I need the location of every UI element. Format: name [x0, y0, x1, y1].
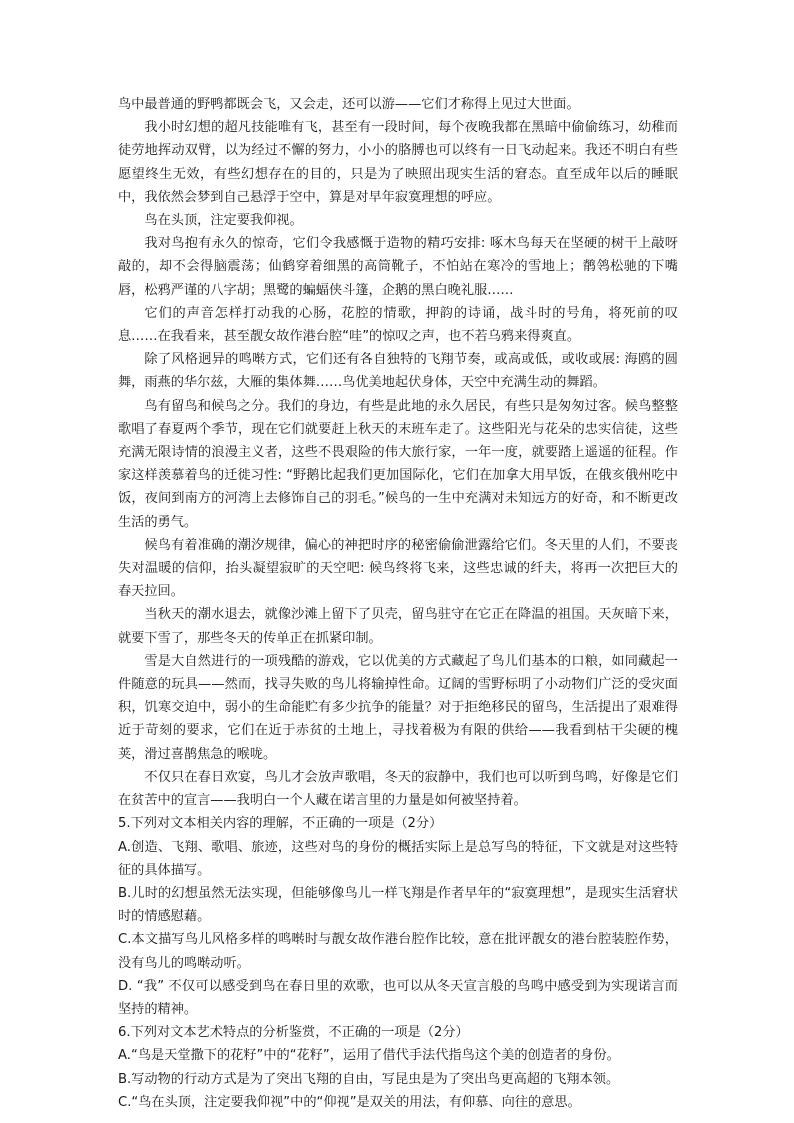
option-c: C.本文描写鸟儿风格多样的鸣啭时与靓女故作港台腔作比较，意在批评靓女的港台腔装腔作势，没有鸟儿的鸣啭动听。 [118, 932, 678, 971]
article-paragraph: 我小时幻想的超凡技能唯有飞，甚至有一段时间，每个夜晚我都在黑暗中偷偷练习，幼稚而徒劳地挥动双臂，以为经过不懈的努力，小小的胳膊也可以终有一日飞动起来。我还不明白有些愿望终生无效，有些幻想存在的目的，只是为了映照出现实生活的窘态。直至成年以后的睡眠中，我依然会梦到自己悬浮于空中，算是对早年寂寞理想的呼应。 [118, 120, 678, 205]
article-paragraph: 候鸟有着准确的潮汐规律，偏心的神把时序的秘密偷偷泄露给它们。冬天里的人们，不要丧失对温暖的信仰，抬头凝望寂旷的天空吧: 候鸟终将飞来，这些忠诚的纤夫，将再一次把巨大的春天拉回。 [118, 537, 678, 600]
article-paragraph: 鸟在头顶，注定要我仰视。 [144, 213, 303, 229]
question-stem: 5.下列对文本相关内容的理解，不正确的一项是（2分） [118, 816, 443, 832]
article-paragraph: 它们的声音怎样打动我的心肠，花腔的情歌，押韵的诗诵，战斗时的号角，将死前的叹息……在我看来，甚至靓女故作港台腔“哇”的惊叹之声，也不若乌鸦来得爽直。 [118, 305, 678, 345]
article-paragraph: 除了风格迥异的鸣啭方式，它们还有各自独特的飞翔节奏，或高或低，或收或展: 海鸥的圆舞，雨燕的华尔兹，大雁的集体舞……鸟优美地起伏身体，天空中充满生动的舞蹈。 [118, 352, 678, 391]
article-paragraph: 我对鸟抱有永久的惊奇，它们令我感慨于造物的精巧安排: 啄木鸟每天在坚硬的树干上敲呀敲的，却不会得脑震荡；仙鹤穿着细黑的高筒靴子，不怕站在寒冷的雪地上；鹡鸰松驰的下嘴唇，松鸦严谨的八字胡；黑鹭的蝙蝠侠斗篷，企鹅的黑白晚礼服…… [118, 236, 678, 298]
question-5 [118, 812, 678, 1021]
article-paragraph: 不仅只在春日欢宴，鸟儿才会放声歌唱，冬天的寂静中，我们也可以听到鸟鸣，好像是它们在贫苦中的宣言——我明白一个人藏在诺言里的力量是如何被坚持着。 [118, 769, 678, 809]
question-stem: 6.下列对文本艺术特点的分析鉴赏，不正确的一项是（2分） [118, 1025, 469, 1041]
article-paragraph: 雪是大自然进行的一项残酷的游戏，它以优美的方式藏起了鸟儿们基本的口粮，如同藏起一件随意的玩具——然而，找寻失败的鸟儿将输掉性命。辽阔的雪野标明了小动物们广泛的受灾面积，饥寒交迫中，弱小的生命能贮有多少抗争的能量？对于拒绝移民的留鸟，生活提出了艰难得近于苛刻的要求，它们在近于赤贫的土地上，寻找着极为有限的供给——我看到枯干尖硬的槐荚，滑过喜鹊焦急的喉咙。 [118, 653, 678, 762]
option-a: A.“鸟是天堂撒下的花籽”中的“花籽”，运用了借代手法代指鸟这个美的创造者的身份。 [118, 1048, 620, 1064]
article-paragraph: 当秋天的潮水退去，就像沙滩上留下了贝壳，留鸟驻守在它正在降温的祖国。天灰暗下来，就要下雪了，那些冬天的传单正在抓紧印制。 [118, 607, 678, 646]
article [118, 93, 678, 812]
article-paragraph: 鸟中最普通的野鸭都既会飞，又会走，还可以游——它们才称得上见过大世面。 [118, 97, 580, 112]
option-d: D. “我” 不仅可以感受到鸟在春日里的欢歌，也可以从冬天宣言般的鸟鸣中感受到为实现诺言而坚持的精神。 [118, 978, 678, 1017]
option-a: A.创造、飞翔、歌唱、旅迹，这些对鸟的身份的概括实际上是总写鸟的特征，下文就是对这些特征的具体描写。 [118, 839, 678, 878]
option-b: B.写动物的行动方式是为了突出飞翔的自由，写昆虫是为了突出鸟更高超的飞翔本领。 [118, 1071, 620, 1087]
article-paragraph: 鸟有留鸟和候鸟之分。我们的身边，有些是此地的永久居民，有些只是匆匆过客。候鸟整整歌唱了春夏两个季节，现在它们就要赶上秋天的末班车走了。这些阳光与花朵的忠实信徒，这些充满无限诗情的浪漫主义者，这些不畏艰险的伟大旅行家，一年一度，就要踏上遥遥的征程。作家这样羡慕着鸟的迁徙习性: “野鹅比起我们更加国际化，它们在加拿大用早饭，在俄亥俄州吃中饭，夜间到南方的河湾上去修饰自己的羽毛。”候鸟的一生中充满对未知远方的好奇，和不断更改生活的勇气。 [118, 398, 678, 530]
question-6 [118, 1021, 678, 1114]
option-b: B.儿时的幻想虽然无法实现，但能够像鸟儿一样飞翔是作者早年的“寂寞理想”，是现实生活窘状时的情感慰藉。 [118, 885, 678, 925]
option-c: C.“鸟在头顶，注定要我仰视”中的“仰视”是双关的用法，有仰慕、向往的意思。 [118, 1094, 581, 1110]
document-page [118, 93, 678, 1114]
